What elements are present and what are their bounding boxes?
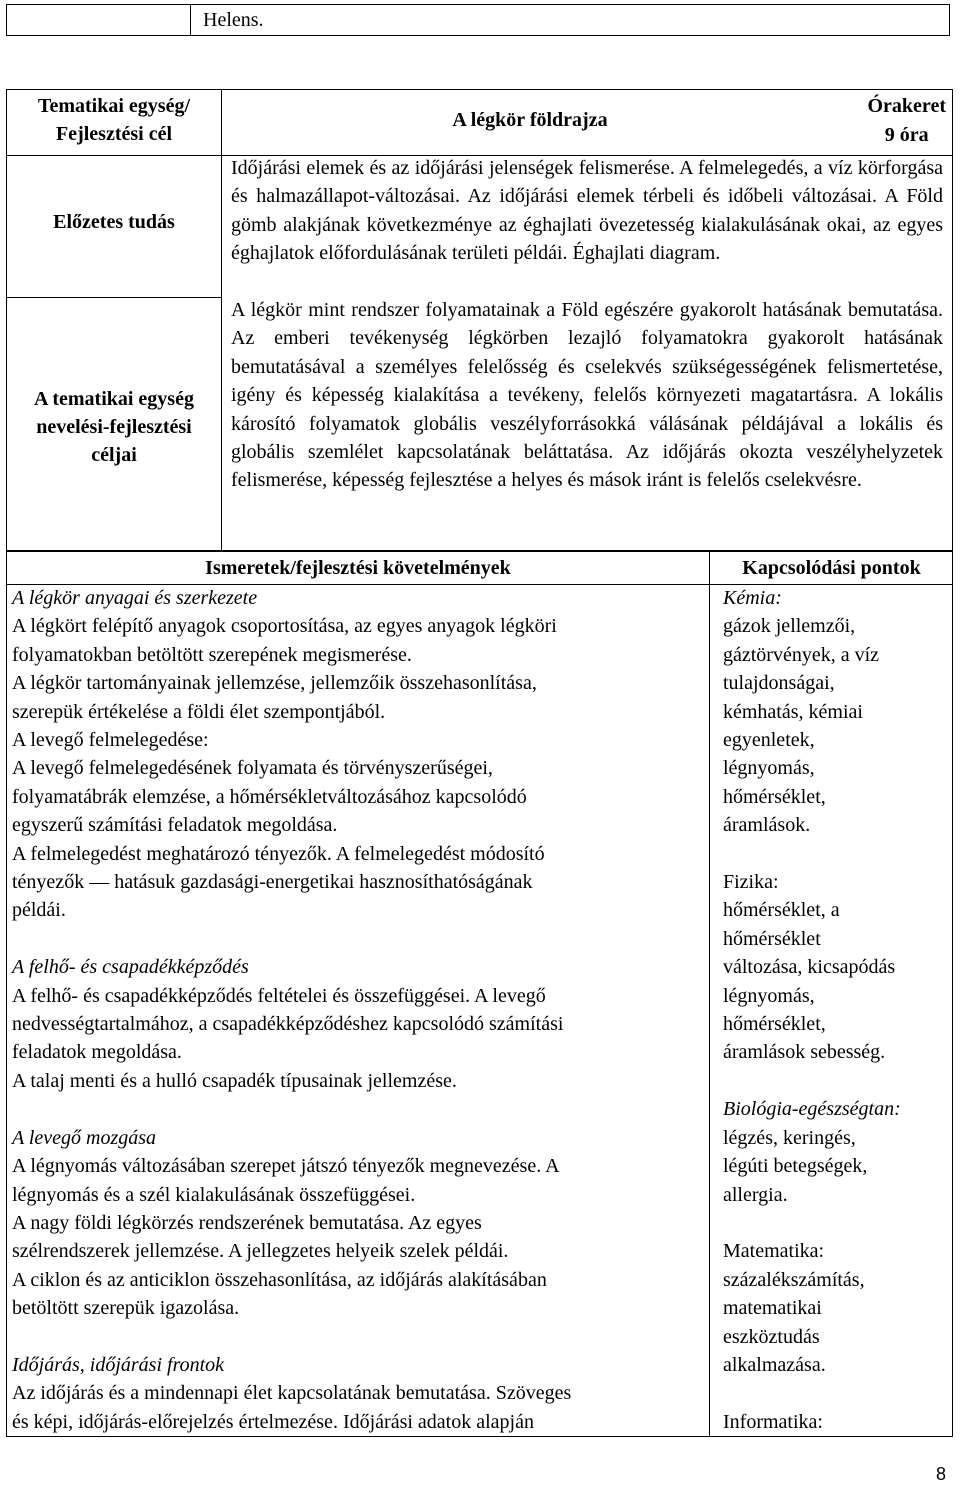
connection-line: Fizika:	[723, 871, 779, 894]
unit-title: A légkör földrajza	[452, 109, 608, 131]
requirement-line	[12, 1095, 702, 1123]
requirement-line: és képi, időjárás-előrejelzés értelmezése. Időjárási adatok alapján	[12, 1410, 534, 1433]
requirement-line: A légkör tartományainak jellemzése, jellemzőik összehasonlítása,	[12, 672, 537, 695]
connection-line: hőmérséklet, a	[723, 899, 840, 922]
connection-line: kémhatás, kémiai	[723, 700, 863, 723]
requirement-line: egyszerű számítási feladatok megoldása.	[12, 814, 338, 837]
label-topic-line2: Fejlesztési cél	[55, 123, 173, 145]
connection-line: hőmérséklet	[723, 927, 821, 950]
requirements-column-divider	[709, 552, 710, 1436]
requirement-line: A felmelegedést meghatározó tényezők. A felmelegedést módosító	[12, 842, 545, 865]
requirements-header: Ismeretek/fejlesztési követelmények	[205, 557, 511, 579]
requirement-line	[12, 1323, 702, 1351]
connection-line: Informatika:	[723, 1410, 823, 1433]
connection-line: tulajdonságai,	[723, 672, 835, 695]
requirement-heading: A légkör anyagai és szerkezete	[12, 587, 258, 609]
requirement-line: folyamatokban betöltött szerepének megismerése.	[12, 643, 412, 666]
label-prior-knowledge: Előzetes tudás	[53, 211, 175, 233]
connection-line: légnyomás,	[723, 984, 815, 1007]
requirement-line: A légnyomás változásában szerepet játszó tényezők megnevezése. A	[12, 1155, 560, 1178]
requirement-line: A levegő felmelegedésének folyamata és törvényszerűségei,	[12, 757, 493, 780]
label-goals	[7, 385, 221, 469]
row-divider-topic	[7, 155, 221, 156]
hours-label: Órakeret	[867, 95, 946, 117]
requirement-line: feladatok megoldása.	[12, 1041, 182, 1064]
goals-text: A légkör mint rendszer folyamatainak a Föld egészére gyakorolt hatásának bemutatása. Az emberi tevékenység légkörben lezajló folyamatokra gyakorolt hatásának bemutatásával a személyes felelősség és cselekvés szükségességének felismertetése, igény és képesség kialakítása a tevékeny, felelős környezeti magatartásra. A lokális károsító folyamatok globális veszélyforrásokká válásának példájával a lokális és globális szemlélet kapcsolatának beláttatása. Az időjárás okozta veszélyhelyzetek felismerése, képesség fejlesztése a helyes és mások iránt is felelős cselekvésre.	[231, 299, 943, 492]
requirement-line: A légkört felépítő anyagok csoportosítása, az egyes anyagok légköri	[12, 615, 557, 638]
requirements-table	[6, 551, 953, 1437]
requirement-line: nedvességtartalmához, a csapadékképződéshez kapcsolódó számítási	[12, 1013, 564, 1036]
unit-overview-table	[6, 89, 953, 551]
page-number: 8	[935, 1463, 946, 1484]
connection-line: áramlások sebesség.	[723, 1041, 886, 1064]
requirement-line: légnyomás és a szél kialakulásának összefüggései.	[12, 1183, 416, 1206]
connection-line: hőmérséklet,	[723, 785, 826, 808]
connection-line	[723, 1209, 951, 1237]
requirement-line: betöltött szerepük igazolása.	[12, 1297, 240, 1320]
requirement-line: tényezők — hatásuk gazdasági-energetikai hasznosíthatóságának	[12, 871, 533, 894]
hours-block	[868, 92, 947, 150]
requirement-line: A talaj menti és a hulló csapadék típusainak jellemzése.	[12, 1069, 457, 1092]
requirement-line: A nagy földi légkörzés rendszerének bemutatása. Az egyes	[12, 1211, 482, 1234]
requirement-heading: A levegő mozgása	[12, 1126, 157, 1149]
row-divider-prior	[7, 297, 221, 298]
requirement-line	[12, 925, 702, 953]
header-note-box	[6, 4, 950, 36]
requirement-heading: A felhő- és csapadékképződés	[12, 956, 249, 979]
label-topic	[7, 92, 221, 148]
connection-line: gáztörvények, a víz	[723, 643, 880, 666]
requirement-line: A felhő- és csapadékképződés feltételei és összefüggései. A levegő	[12, 984, 546, 1007]
connection-line: változása, kicsapódás	[723, 956, 896, 979]
connection-line: hőmérséklet,	[723, 1013, 826, 1036]
requirement-line: szerepük értékelése a földi élet szempontjából.	[12, 700, 386, 723]
connection-heading: Biológia-egészségtan:	[723, 1098, 901, 1121]
requirement-line: folyamatábrák elemzése, a hőmérsékletváltozásához kapcsolódó	[12, 785, 527, 808]
connection-heading: Kémia:	[723, 587, 782, 609]
connections-list	[723, 584, 951, 1436]
requirement-line: példái.	[12, 899, 66, 922]
requirements-list	[12, 584, 702, 1436]
requirement-line: szélrendszerek jellemzése. A jellegzetes helyeik szelek példái.	[12, 1240, 509, 1263]
connection-line: légzés, keringés,	[723, 1126, 856, 1149]
connection-line: légnyomás,	[723, 757, 815, 780]
connection-line	[723, 1067, 951, 1095]
label-topic-line1: Tematikai egység/	[37, 95, 191, 117]
connection-line: százalékszámítás,	[723, 1268, 865, 1291]
requirement-line: A ciklon és az anticiklon összehasonlítása, az időjárás alakításában	[12, 1268, 547, 1291]
requirement-heading: Időjárás, időjárási frontok	[12, 1353, 225, 1376]
connection-line: légúti betegségek,	[723, 1155, 868, 1178]
connection-line: eszköztudás	[723, 1325, 820, 1348]
label-goals-line1: A tematikai egység	[34, 388, 194, 410]
table-column-divider	[221, 90, 222, 550]
connections-header: Kapcsolódási pontok	[742, 557, 921, 579]
requirement-line: Az időjárás és a mindennapi élet kapcsolatának bemutatása. Szöveges	[12, 1382, 572, 1405]
connection-line: Matematika:	[723, 1240, 825, 1263]
connection-line	[723, 840, 951, 868]
header-divider	[190, 5, 191, 35]
connection-line	[723, 1379, 951, 1407]
connection-line: allergia.	[723, 1183, 788, 1206]
connection-line: alkalmazása.	[723, 1353, 826, 1376]
label-goals-line2: nevelési-fejlesztési	[36, 416, 192, 438]
header-note: Helens.	[203, 9, 264, 31]
connection-line: gázok jellemzői,	[723, 615, 856, 638]
requirement-line: A levegő felmelegedése:	[12, 729, 209, 752]
connection-line: áramlások.	[723, 814, 811, 837]
hours-value: 9 óra	[884, 124, 929, 146]
prior-knowledge-text: Időjárási elemek és az időjárási jelenségek felismerése. A felmelegedés, a víz körforgása és halmazállapot-változásai. Az időjárási elemek térbeli és időbeli változásai. A Föld gömb alakjának következménye az éghajlati övezetesség kialakulásának okai, az egyes éghajlatok előfordulásának területi példái. Éghajlati diagram.	[231, 157, 943, 265]
connection-line: matematikai	[723, 1297, 822, 1320]
connection-line: egyenletek,	[723, 729, 815, 752]
label-goals-line3: céljai	[91, 444, 137, 466]
